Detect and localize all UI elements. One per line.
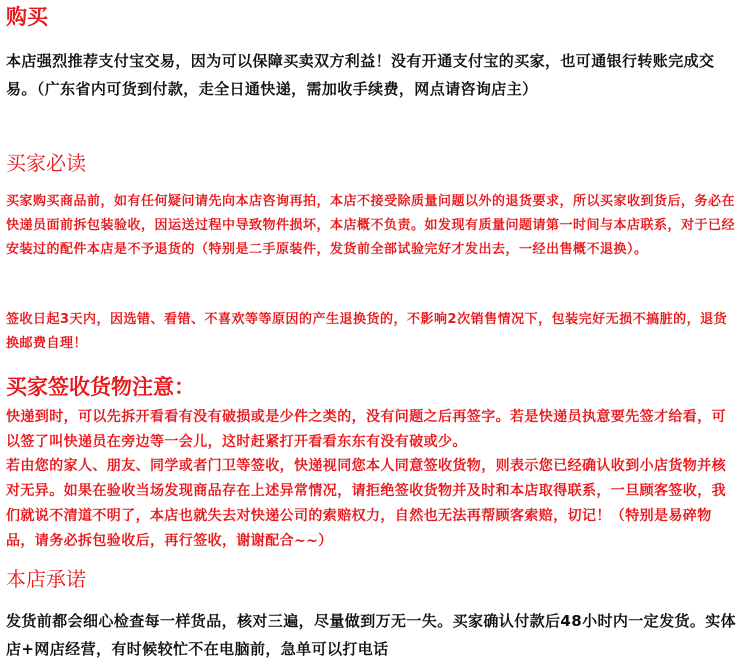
must-read-para-2: 签收日起3天内，因选错、看错、不喜欢等等原因的产生退换货的，不影响2次销售情况下，包装完好无损不搞脏的，退货换邮费自理！ <box>6 312 728 351</box>
must-read-title: 买家必读 <box>6 151 86 175</box>
signing-title: 买家签收货物注意： <box>6 374 195 399</box>
promise-text: 发货前都会细心检查每一样货品，核对三遍，尽量做到万无一失。买家确认付款后48小时内一定发货。实体店+网店经营，有时候较忙不在电脑前，急单可以打电话 <box>6 612 737 658</box>
promise-title: 本店承诺 <box>6 567 86 591</box>
signing-para-1: 快递到时，可以先拆开看看有没有破损或是少件之类的，没有问题之后再签字。若是快递员执意要先签才给看，可以签了叫快递员在旁边等一会儿，这时赶紧打开看看东东有没有破或少。 <box>6 409 726 450</box>
buy-text: 本店强烈推荐支付宝交易，因为可以保障买卖双方利益！没有开通支付宝的买家，也可通银行转账完成交易。（广东省内可货到付款，走全日通快递，需加收手续费，网点请咨询店主） <box>6 52 715 98</box>
must-read-para-1: 买家购买商品前，如有任何疑问请先向本店咨询再拍，本店不接受除质量问题以外的退货要求，所以买家收到货后，务必在快递员面前拆包装验收，因运送过程中导致物件损坏，本店概不负责。如发现有质量问题请第一时间与本店联系，对于已经安装过的配件本店是不予退货的（特别是二手原装件，发货前全部试验完好才发出去，一经出售概不退换）。 <box>6 194 736 257</box>
buy-title: 购买 <box>6 4 48 29</box>
signing-para-2: 若由您的家人、朋友、同学或者门卫等签收，快递视同您本人同意签收货物，则表示您已经确认收到小店货物并核对无异。如果在验收当场发现商品存在上述异常情况，请拒绝签收货物并及时和本店取得联系，一旦顾客签收，我们就说不清道不明了，本店也就失去对快递公司的索赔权力，自然也无法再帮顾客索赔，切记！（特别是易碎物品，请务必拆包验收后，再行签收，谢谢配合~~） <box>6 458 726 549</box>
